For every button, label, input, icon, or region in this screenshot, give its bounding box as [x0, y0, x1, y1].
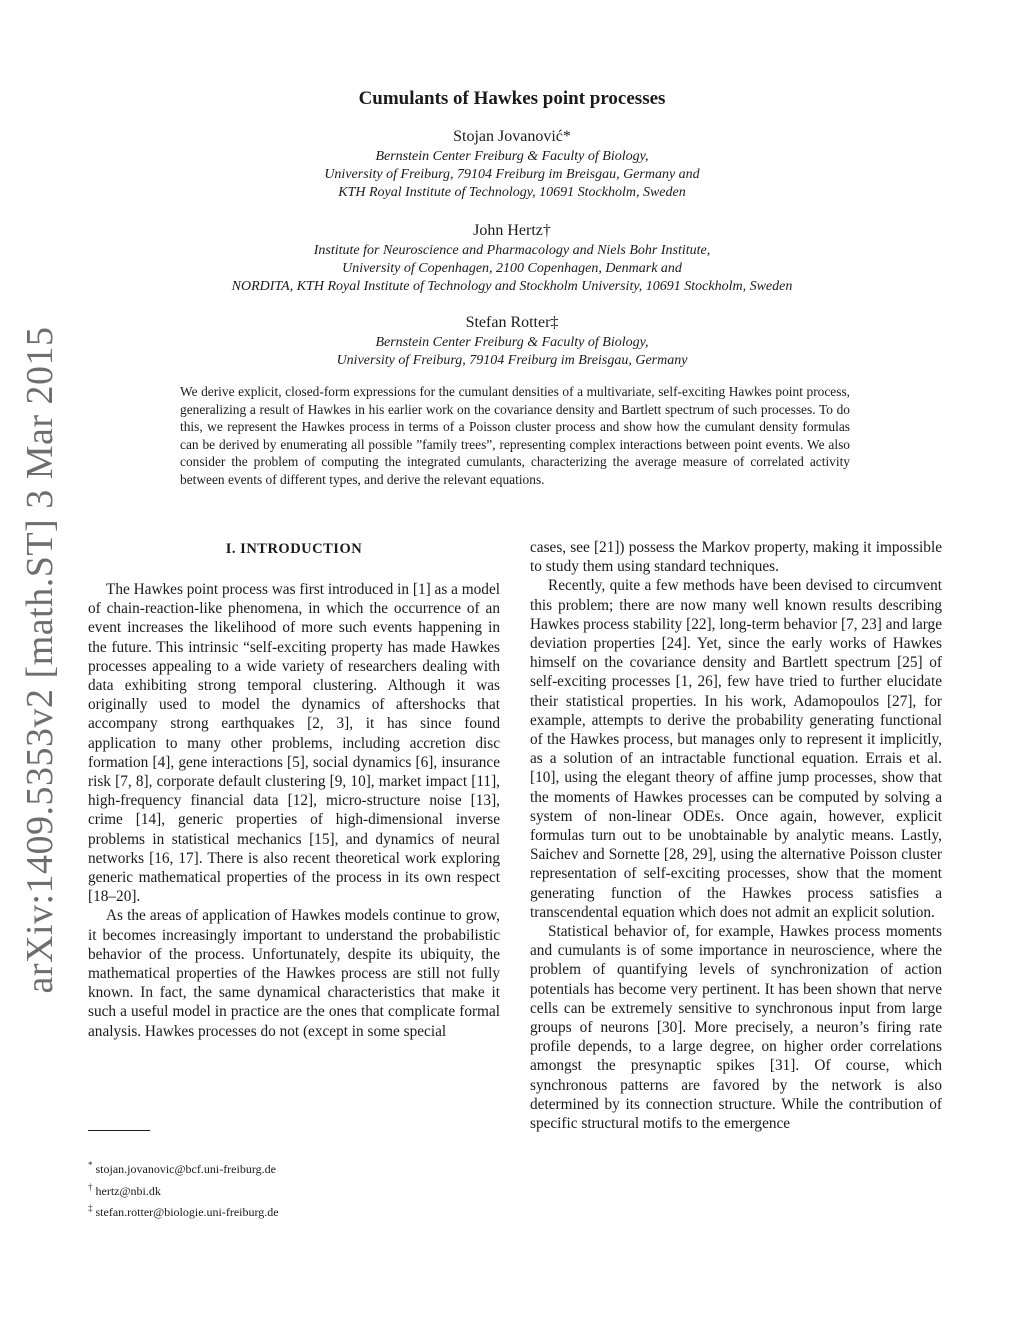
paragraph: Recently, quite a few methods have been devised to circumvent this problem; there are now many well known results describing Hawkes process stability [22], long-term behavior [7, 23] and large deviation properties [24]. Yet, since the early works of Hawkes himself on the covariance density and Bartlett spectrum [25] of self-exciting processes [1, 26], few have tried to further elucidate their statistical properties. In his work, Adamopoulos [27], for example, attempts to derive the probability generating functional of the Hawkes process, but manages only to represent it implicitly, as a solution of an intractable functional equation. Errais et al. [10], using the elegant theory of affine jump processes, show that the moments of Hawkes processes can be computed by solving a system of non-linear ODEs. Once again, however, explicit formulas turn out to be unobtainable by analytic means. Lastly, Saichev and Sornette [28, 29], using the alternative Poisson cluster representation of self-exciting processes, show that the moment generating function of the Hawkes process satisfies a transcendental equation which does not admit an explicit solution. — [530, 577, 942, 921]
author-affiliation: University of Copenhagen, 2100 Copenhagen, Denmark and — [342, 261, 682, 276]
section-heading: I. INTRODUCTION — [225, 541, 363, 557]
paragraph: As the areas of application of Hawkes models continue to grow, it becomes increasingly important to understand the probabilistic behavior of the process. Unfortunately, despite its ubiquity, the mathematical properties of the Hawkes process are still not fully known. In fact, the same dynamical characteristics that make it such a useful model in practice are the ones that complicate formal analysis. Hawkes processes do not (except in some special — [88, 907, 500, 1040]
footnote-mark: † — [88, 1181, 93, 1192]
author-block-2 — [0, 222, 1024, 296]
author-affiliation: NORDITA, KTH Royal Institute of Technology and Stockholm University, 10691 Stockholm, Sweden — [231, 279, 793, 294]
footnote — [88, 1157, 279, 1179]
author-name: John Hertz† — [473, 222, 551, 239]
footnote — [88, 1200, 279, 1222]
footnote-mark: * — [88, 1160, 93, 1170]
paper-title: Cumulants of Hawkes point processes — [358, 88, 666, 109]
footnote — [88, 1179, 279, 1201]
arxiv-sidebar — [0, 326, 70, 994]
paragraph: Statistical behavior of, for example, Hawkes process moments and cumulants is of some importance in neuroscience, where the problem of quantifying levels of synchronization of action potentials has become very pertinent. It has been shown that nerve cells can be extremely sensitive to synchronous input from large groups of neurons [30]. More precisely, a neuron’s firing rate profile depends, to a large degree, on higher order correlations amongst the presynaptic spikes [31]. Of course, which synchronous patterns are favored by the network is also determined by its connection structure. While the contribution of specific structural motifs to the emergence — [530, 923, 942, 1133]
author-block-3 — [0, 314, 1024, 370]
footnote-email[interactable]: stefan.rotter@biologie.uni-freiburg.de — [95, 1205, 279, 1219]
author-name: Stefan Rotter‡ — [465, 314, 559, 331]
author-affiliation: Institute for Neuroscience and Pharmacology and Niels Bohr Institute, — [313, 243, 711, 258]
footnote-mark: ‡ — [88, 1203, 93, 1213]
author-affiliation: KTH Royal Institute of Technology, 10691 Stockholm, Sweden — [338, 185, 686, 200]
author-affiliation: Bernstein Center Freiburg & Faculty of Biology, — [375, 335, 649, 350]
paragraph: cases, see [21]) possess the Markov property, making it impossible to study them using standard techniques. — [530, 539, 942, 576]
paragraph: The Hawkes point process was first introduced in [1] as a model of chain-reaction-like phenomena, in which the occurrence of an event increases the likelihood of more such events happening in the future. This intrinsic “self-exciting property has made Hawkes processes appealing to a wide variety of researchers dealing with data exhibiting strong temporal clustering. Although it was originally used to model the dynamics of aftershocks that accompany strong earthquakes [2, 3], it has since found application to many other problems, including accretion disc formation [4], gene interactions [5], social dynamics [6], insurance risk [7, 8], corporate default clustering [9, 10], market impact [11], high-frequency financial data [12], micro-structure noise [13], crime [14], generic properties of high-dimensional inverse problems in statistical mechanics [15], and dynamics of neural networks [16, 17]. There is also recent theoretical work exploring generic mathematical properties of the process in its own respect [18–20]. — [88, 581, 500, 906]
author-block-1 — [0, 128, 1024, 202]
footnotes — [88, 1157, 279, 1222]
author-affiliation: Bernstein Center Freiburg & Faculty of Biology, — [375, 149, 649, 164]
author-name: Stojan Jovanović* — [453, 128, 571, 145]
author-affiliation: University of Freiburg, 79104 Freiburg im Breisgau, Germany and — [324, 167, 700, 182]
author-affiliation: University of Freiburg, 79104 Freiburg im Breisgau, Germany — [336, 353, 688, 368]
footnote-email[interactable]: stojan.jovanovic@bcf.uni-freiburg.de — [95, 1162, 276, 1176]
footnote-divider — [88, 1130, 150, 1131]
arxiv-identifier: arXiv:1409.5353v2 [math.ST] 3 Mar 2015 — [19, 326, 61, 994]
abstract: We derive explicit, closed-form expressions for the cumulant densities of a multivariate, self-exciting Hawkes point process, generalizing a result of Hawkes in his earlier work on the covariance density and Bartlett spectrum of such processes. To do this, we represent the Hawkes process in terms of a Poisson cluster process and show how the cumulant density formulas can be derived by enumerating all possible ”family trees”, representing complex interactions between point events. We also consider the problem of computing the integrated cumulants, characterizing the average measure of correlated activity between events of different types, and derive the relevant equations. — [180, 384, 850, 487]
left-column — [88, 538, 500, 1041]
right-column — [530, 538, 942, 1133]
footnote-email[interactable]: hertz@nbi.dk — [95, 1183, 161, 1198]
